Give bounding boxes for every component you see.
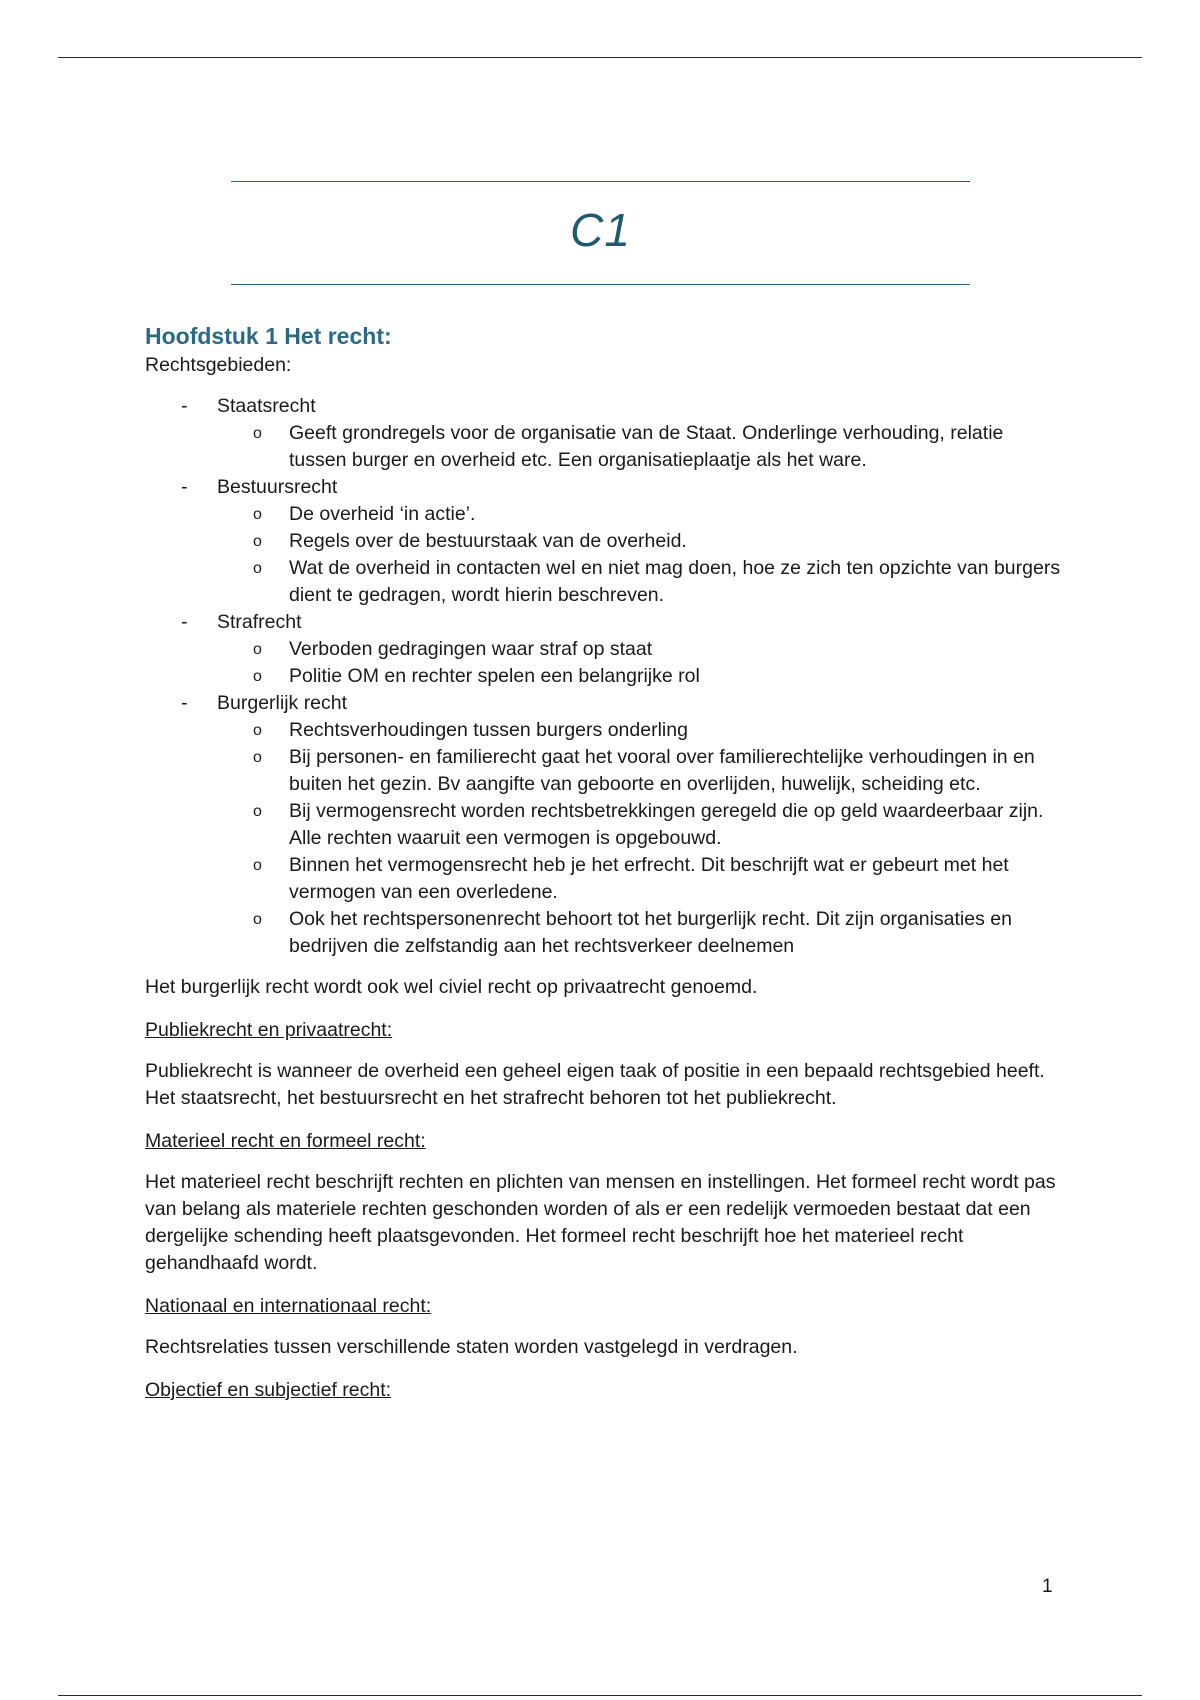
sub-list-item: o Rechtsverhoudingen tussen burgers onderling	[217, 717, 1065, 744]
page-bottom-rule	[58, 1695, 1142, 1696]
title-bottom-rule	[231, 284, 970, 285]
sub-list-item: o Bij vermogensrecht worden rechtsbetrekkingen geregeld die op geld waardeerbaar zijn. Alle rechten waaruit een vermogen is opgebouwd.	[253, 800, 1044, 849]
paragraph-civiel-recht: Het burgerlijk recht wordt ook wel civiel recht op privaatrecht genoemd.	[145, 976, 758, 998]
circle-bullet-icon: o	[253, 641, 262, 658]
circle-bullet-icon: o	[253, 722, 262, 739]
sub-list-item: o Bij personen- en familierecht gaat het vooral over familierechtelijke verhoudingen in en buiten het gezin. Bv aangifte van geboorte en overlijden, huwelijk, scheiding etc.	[253, 746, 1035, 795]
circle-bullet-icon: o	[253, 506, 262, 523]
list-item	[145, 609, 1065, 690]
section-text-publiek-privaat: Publiekrecht is wanneer de overheid een geheel eigen taak of positie in een bepaald rechtsgebied heeft. Het staatsrecht, het bestuursrecht en het strafrecht behoren tot het publiekrecht.	[145, 1060, 1045, 1109]
title-top-rule	[231, 181, 970, 182]
circle-bullet-icon: o	[253, 857, 262, 874]
dash-bullet: -	[181, 692, 188, 714]
circle-bullet-icon: o	[253, 803, 262, 820]
document-title: C1	[570, 204, 631, 256]
sub-list-item: o Ook het rechtspersonenrecht behoort tot het burgerlijk recht. Dit zijn organisaties en bedrijven die zelfstandig aan het rechtsverkeer deelnemen	[253, 908, 1012, 957]
sub-list	[217, 501, 1065, 609]
section-subtitle: Rechtsgebieden:	[145, 354, 292, 376]
dash-bullet: -	[181, 395, 188, 417]
sub-list-item: o Wat de overheid in contacten wel en niet mag doen, hoe ze zich ten opzichte van burgers dient te gedragen, wordt hierin beschreven.	[253, 557, 1061, 606]
sub-list	[217, 420, 1065, 474]
list-item-label: Strafrecht	[217, 611, 302, 633]
circle-bullet-icon: o	[253, 668, 262, 685]
sub-list-item: o Politie OM en rechter spelen een belangrijke rol	[217, 663, 1065, 690]
section-heading-nationaal-internationaal: Nationaal en internationaal recht:	[145, 1295, 432, 1317]
circle-bullet-icon: o	[253, 911, 262, 928]
list-item-label: Burgerlijk recht	[217, 692, 348, 714]
page-number: 1	[1042, 1576, 1053, 1597]
sub-list-item: o Geeft grondregels voor de organisatie van de Staat. Onderlinge verhouding, relatie tussen burger en overheid etc. Een organisatieplaatje als het ware.	[253, 422, 1004, 471]
section-text-materieel-formeel: Het materieel recht beschrijft rechten en plichten van mensen en instellingen. Het formeel recht wordt pas van belang als materiele rechten geschonden worden of als er een redelijk vermoeden bestaat dat een dergelijke schending heeft plaatsgevonden. Het formeel recht beschrijft hoe het materieel recht gehandhaafd wordt.	[145, 1171, 1056, 1274]
dash-bullet: -	[181, 611, 188, 633]
circle-bullet-icon: o	[253, 425, 262, 442]
dash-bullet: -	[181, 476, 188, 498]
law-areas-list	[145, 393, 1065, 960]
list-item-label: Bestuursrecht	[217, 476, 338, 498]
circle-bullet-icon: o	[253, 749, 262, 766]
circle-bullet-icon: o	[253, 560, 262, 577]
section-heading-materieel-formeel: Materieel recht en formeel recht:	[145, 1130, 426, 1152]
sub-list-item: o De overheid ‘in actie’.	[217, 501, 1065, 528]
circle-bullet-icon: o	[253, 533, 262, 550]
sub-list	[217, 717, 1065, 960]
sub-list-item: o Verboden gedragingen waar straf op staat	[217, 636, 1065, 663]
sub-list-item: o Binnen het vermogensrecht heb je het erfrecht. Dit beschrijft wat er gebeurt met het vermogen van een overledene.	[253, 854, 1009, 903]
page-top-rule	[58, 57, 1142, 58]
section-text-nationaal-internationaal: Rechtsrelaties tussen verschillende staten worden vastgelegd in verdragen.	[145, 1336, 798, 1358]
sub-list-item: o Regels over de bestuurstaak van de overheid.	[217, 528, 1065, 555]
section-heading-objectief-subjectief: Objectief en subjectief recht:	[145, 1379, 392, 1401]
list-item	[145, 474, 1065, 609]
document-body	[145, 320, 1065, 1404]
chapter-heading: Hoofdstuk 1 Het recht:	[145, 323, 392, 349]
list-item	[145, 690, 1065, 960]
sub-list	[217, 636, 1065, 690]
section-heading-publiek-privaat: Publiekrecht en privaatrecht:	[145, 1019, 393, 1041]
list-item-label: Staatsrecht	[217, 395, 316, 417]
title-block	[231, 181, 970, 285]
list-item	[145, 393, 1065, 474]
